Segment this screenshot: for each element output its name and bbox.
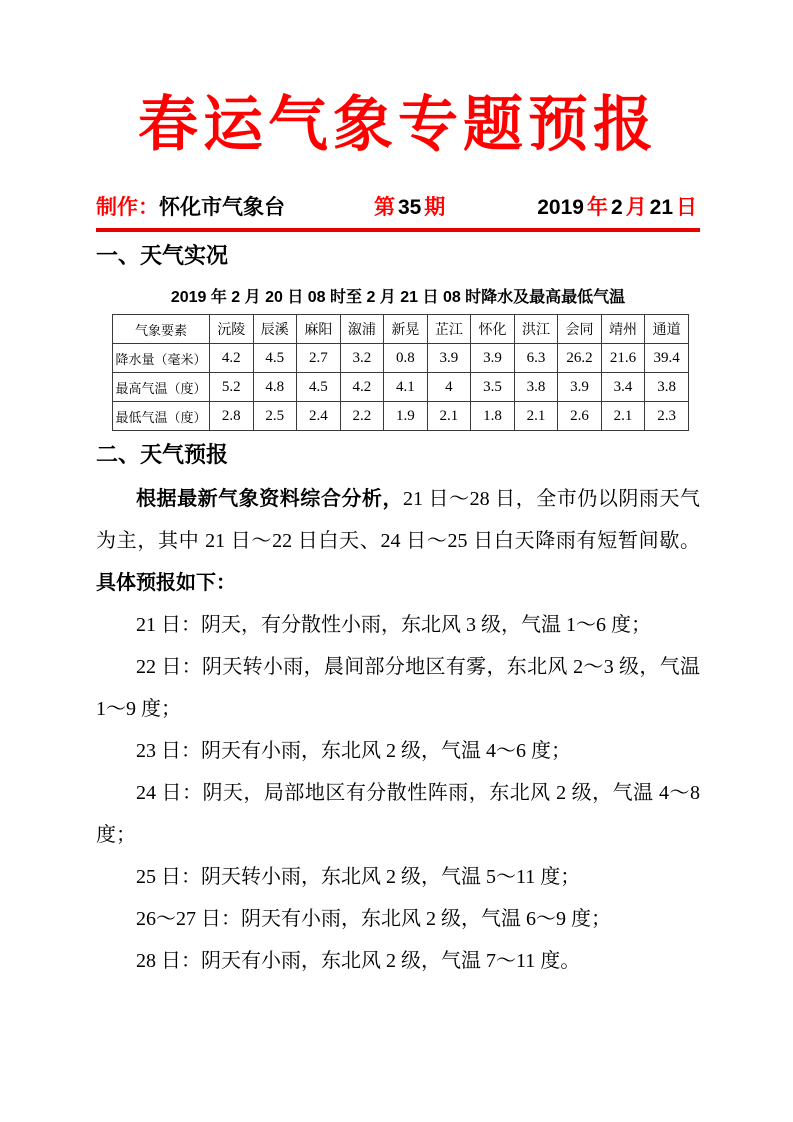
column-header-station: 会同 — [558, 315, 602, 344]
value-cell: 2.1 — [514, 402, 558, 431]
issue-part-2: 期 — [424, 196, 446, 219]
observation-table — [112, 314, 689, 431]
value-cell: 3.4 — [601, 373, 645, 402]
lead-run-1: 21 日～28 日，全市仍以阴雨天气为主，其中 21 日～22 日白天、24 日～25 日白天降雨有短暂间歇。 — [96, 487, 700, 552]
value-cell: 1.8 — [471, 402, 515, 431]
value-cell: 0.8 — [384, 344, 428, 373]
section-heading-actual-weather: 一、天气实况 — [96, 243, 229, 268]
value-cell: 2.1 — [427, 402, 471, 431]
table-row — [113, 344, 689, 373]
forecast-item-2: 22 日：阴天转小雨，晨间部分地区有雾，东北风 2～3 级，气温 1～9 度； — [96, 655, 700, 720]
table-header-row — [113, 315, 689, 344]
column-header-station: 溆浦 — [340, 315, 384, 344]
value-cell: 2.2 — [340, 402, 384, 431]
value-cell: 4.5 — [297, 373, 341, 402]
issue-date — [537, 191, 700, 221]
section-heading-forecast: 二、天气预报 — [96, 442, 229, 468]
observation-table-body — [113, 344, 689, 431]
issue-number — [374, 191, 448, 221]
date-part-3: 月 — [625, 196, 647, 219]
value-cell: 3.9 — [471, 344, 515, 373]
date-part-4: 21 — [649, 196, 673, 219]
value-cell: 3.9 — [558, 373, 602, 402]
column-header-station: 通道 — [645, 315, 689, 344]
forecast-item-6: 26～27 日：阴天有小雨，东北风 2 级，气温 6～9 度； — [136, 907, 611, 930]
column-header-station: 麻阳 — [297, 315, 341, 344]
row-label: 最低气温（度） — [113, 402, 210, 431]
value-cell: 2.3 — [645, 402, 689, 431]
value-cell: 21.6 — [601, 344, 645, 373]
issue-part-0: 第 — [373, 196, 395, 219]
value-cell: 2.1 — [601, 402, 645, 431]
value-cell: 4.1 — [384, 373, 428, 402]
value-cell: 4 — [427, 373, 471, 402]
value-cell: 3.5 — [471, 373, 515, 402]
observation-table-head — [113, 315, 689, 344]
header-divider-rule — [96, 228, 700, 232]
column-header-station: 沅陵 — [210, 315, 254, 344]
row-label: 最高气温（度） — [113, 373, 210, 402]
value-cell: 3.2 — [340, 344, 384, 373]
forecast-item-3: 23 日：阴天有小雨，东北风 2 级，气温 4～6 度； — [136, 739, 571, 762]
date-part-1: 年 — [586, 196, 608, 219]
forecast-item-7: 28 日：阴天有小雨，东北风 2 级，气温 7～11 度。 — [136, 949, 581, 972]
forecast-item-5: 25 日：阴天转小雨，东北风 2 级，气温 5～11 度； — [136, 865, 581, 888]
value-cell: 6.3 — [514, 344, 558, 373]
value-cell: 3.8 — [514, 373, 558, 402]
value-cell: 39.4 — [645, 344, 689, 373]
value-cell: 1.9 — [384, 402, 428, 431]
forecast-item-1: 21 日：阴天，有分散性小雨，东北风 3 级，气温 1～6 度； — [136, 613, 651, 636]
column-header-station: 芷江 — [427, 315, 471, 344]
value-cell: 5.2 — [210, 373, 254, 402]
table-caption: 2019 年 2 月 20 日 08 时至 2 月 21 日 08 时降水及最高最低气温 — [170, 289, 626, 307]
date-part-0: 2019 — [537, 196, 584, 219]
column-header-element: 气象要素 — [113, 315, 210, 344]
value-cell: 4.2 — [210, 344, 254, 373]
value-cell: 2.7 — [297, 344, 341, 373]
maker-label: 制作： — [96, 196, 159, 219]
column-header-station: 洪江 — [514, 315, 558, 344]
value-cell: 4.8 — [253, 373, 297, 402]
lead-run-2: 具体预报如下： — [96, 571, 236, 594]
forecast-items — [96, 604, 700, 982]
column-header-station: 靖州 — [601, 315, 645, 344]
forecast-item-4: 24 日：阴天，局部地区有分散性阵雨，东北风 2 级，气温 4～8 度； — [96, 781, 700, 846]
value-cell: 3.8 — [645, 373, 689, 402]
value-cell: 2.5 — [253, 402, 297, 431]
value-cell: 26.2 — [558, 344, 602, 373]
maker-field — [96, 191, 285, 221]
column-header-station: 怀化 — [471, 315, 515, 344]
date-part-2: 2 — [610, 196, 623, 219]
table-row — [113, 402, 689, 431]
document-title: 春运气象专题预报 — [138, 90, 658, 160]
column-header-station: 辰溪 — [253, 315, 297, 344]
column-header-station: 新晃 — [384, 315, 428, 344]
table-row — [113, 373, 689, 402]
row-label: 降水量（毫米） — [113, 344, 210, 373]
value-cell: 2.8 — [210, 402, 254, 431]
maker-value: 怀化市气象台 — [159, 196, 285, 219]
issue-part-1: 35 — [397, 196, 422, 219]
forecast-lead-paragraph — [96, 478, 700, 604]
date-part-5: 日 — [676, 196, 697, 219]
value-cell: 4.2 — [340, 373, 384, 402]
document-info-line — [96, 191, 700, 221]
value-cell: 4.5 — [253, 344, 297, 373]
value-cell: 2.6 — [558, 402, 602, 431]
lead-run-0: 根据最新气象资料综合分析， — [136, 487, 403, 510]
value-cell: 3.9 — [427, 344, 471, 373]
value-cell: 2.4 — [297, 402, 341, 431]
